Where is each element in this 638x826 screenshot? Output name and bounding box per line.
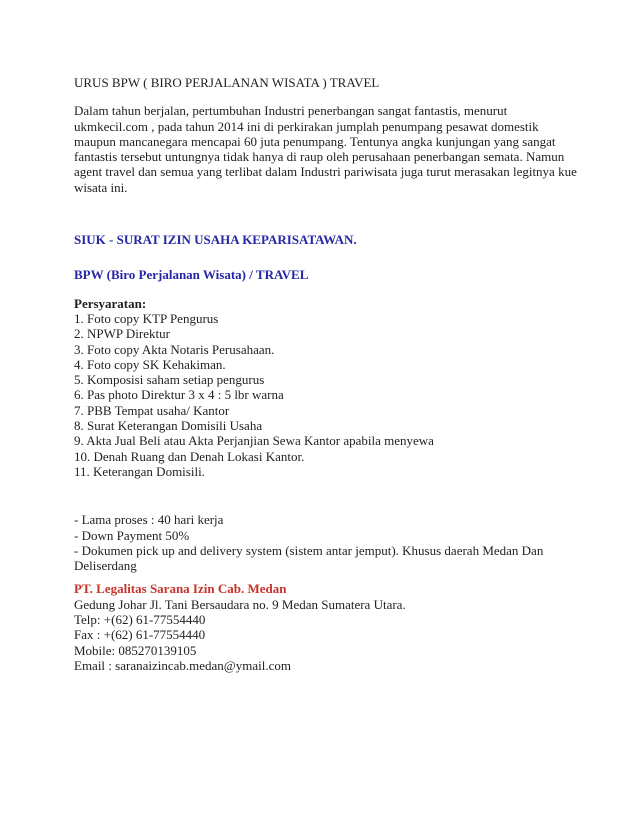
company-name: PT. Legalitas Sarana Izin Cab. Medan (74, 581, 287, 597)
heading-bpw: BPW (Biro Perjalanan Wisata) / TRAVEL (74, 267, 309, 283)
service-term-line: Deliserdang (74, 558, 137, 574)
requirement-item: 10. Denah Ruang dan Denah Lokasi Kantor. (74, 448, 305, 464)
requirement-item: 4. Foto copy SK Kehakiman. (74, 356, 226, 372)
intro-paragraph (74, 103, 588, 195)
company-telp: Telp: +(62) 61-77554440 (74, 612, 206, 628)
requirement-item: 6. Pas photo Direktur 3 x 4 : 5 lbr warna (74, 387, 284, 403)
intro-paragraph-line: fantastis tersebut untungnya tidak hanya di raup oleh perusahaan penerbangan semata. Namun (74, 149, 565, 165)
company-email: Email : saranaizincab.medan@ymail.com (74, 657, 292, 673)
company-info (74, 581, 588, 673)
company-fax: Fax : +(62) 61-77554440 (74, 627, 206, 643)
requirement-item: 1. Foto copy KTP Pengurus (74, 310, 219, 326)
requirements-heading: Persyaratan: (74, 295, 147, 311)
requirement-item: 9. Akta Jual Beli atau Akta Perjanjian Sewa Kantor apabila menyewa (74, 433, 434, 449)
intro-paragraph-line: wisata ini. (74, 179, 128, 195)
requirement-item: 11. Keterangan Domisili. (74, 463, 205, 479)
requirements-list (74, 311, 588, 479)
service-term-line: - Dokumen pick up and delivery system (sistem antar jemput). Khusus daerah Medan Dan (74, 542, 544, 558)
requirement-item: 8. Surat Keterangan Domisili Usaha (74, 418, 263, 434)
document-title: URUS BPW ( BIRO PERJALANAN WISATA ) TRAVEL (74, 75, 380, 90)
requirement-item: 7. PBB Tempat usaha/ Kantor (74, 402, 230, 418)
intro-paragraph-line: Dalam tahun berjalan, pertumbuhan Industri penerbangan sangat fantastis, menurut (74, 103, 508, 119)
service-term-line: - Down Payment 50% (74, 527, 190, 543)
service-terms (74, 512, 588, 573)
intro-paragraph-line: agent travel dan semua yang terlibat dalam Industri pariwisata juga turut merasakan legitnya kue (74, 164, 577, 180)
service-term-line: - Lama proses : 40 hari kerja (74, 512, 224, 528)
requirement-item: 2. NPWP Direktur (74, 326, 170, 342)
intro-paragraph-line: maupun mancanegara mencapai 60 juta penumpang. Tentunya angka kunjungan yang sangat (74, 133, 556, 149)
company-address: Gedung Johar Jl. Tani Bersaudara no. 9 Medan Sumatera Utara. (74, 596, 406, 612)
requirement-item: 3. Foto copy Akta Notaris Perusahaan. (74, 341, 275, 357)
requirements-section (74, 296, 588, 480)
heading-siuk: SIUK - SURAT IZIN USAHA KEPARISATAWAN. (74, 232, 357, 248)
requirement-item: 5. Komposisi saham setiap pengurus (74, 372, 265, 388)
company-mobile: Mobile: 085270139105 (74, 642, 197, 658)
intro-paragraph-line: ukmkecil.com , pada tahun 2014 ini di perkirakan jumplah penumpang pesawat domestik (74, 118, 539, 134)
